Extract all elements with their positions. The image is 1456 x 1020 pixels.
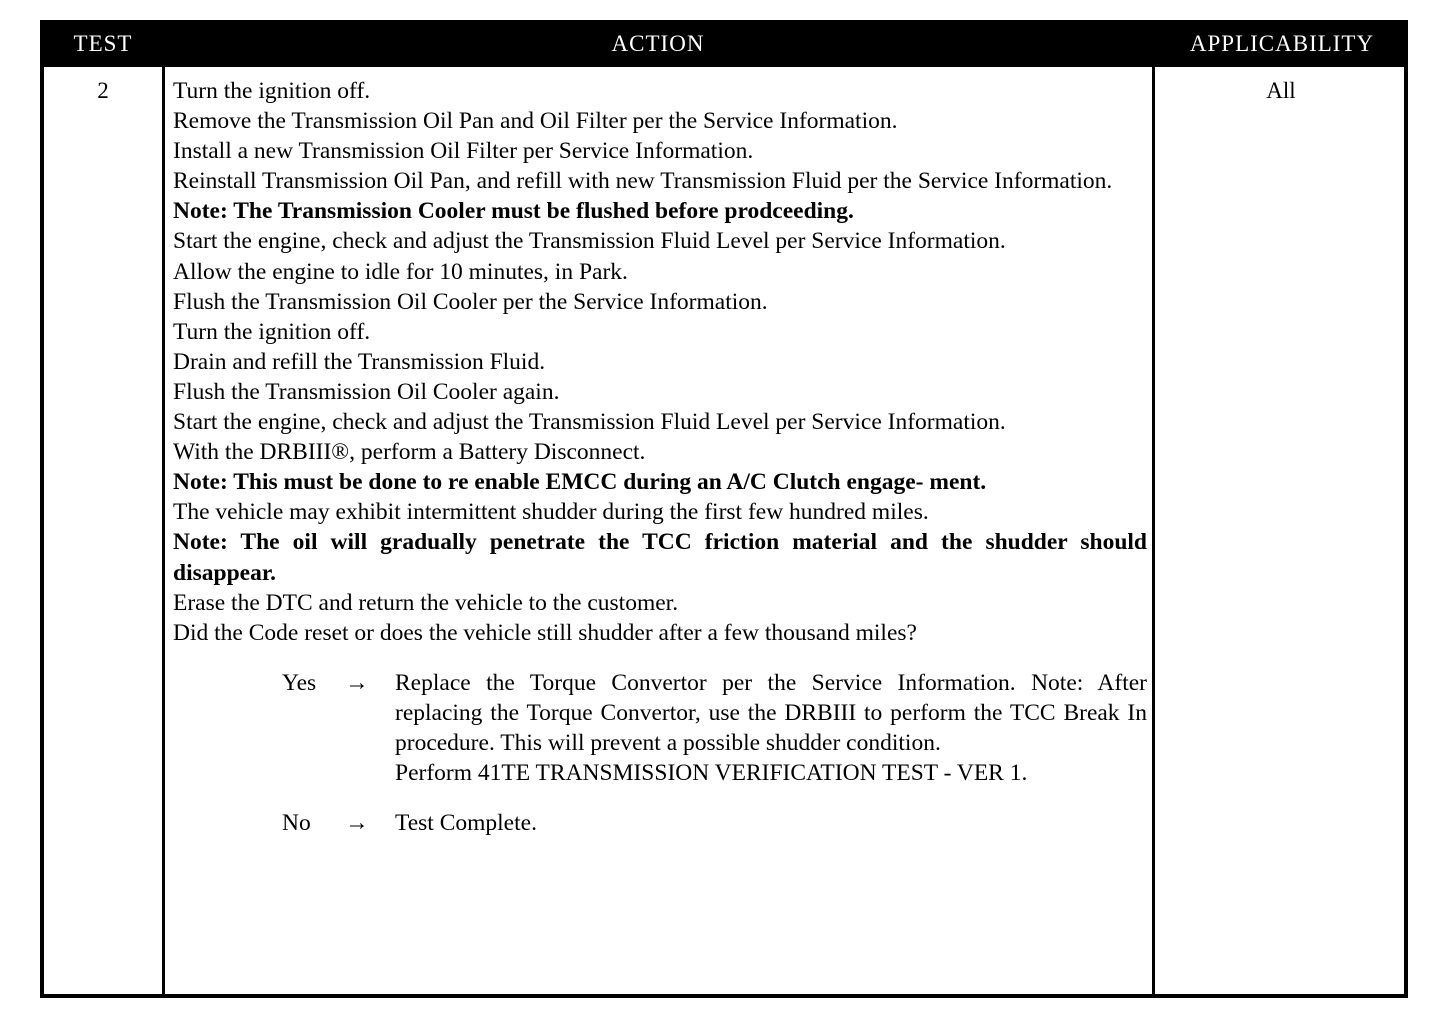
step: Reinstall Transmission Oil Pan, and refill with new Transmission Fluid per the Service Information. — [173, 168, 1113, 195]
note: Note: The Transmission Cooler must be flushed before prodceeding. — [173, 198, 854, 225]
applicability-value: All — [1266, 78, 1296, 103]
step: Allow the engine to idle for 10 minutes, in Park. — [173, 258, 628, 285]
note: Note: This must be done to re enable EMCC during an A/C Clutch engage- ment. — [173, 469, 987, 496]
step: With the DRBIII®, perform a Battery Disconnect. — [173, 439, 646, 466]
step: Start the engine, check and adjust the Transmission Fluid Level per Service Information. — [173, 228, 1006, 255]
column-divider-applicability — [1152, 64, 1155, 994]
outcome-no-label: No — [282, 810, 311, 837]
outcome-yes-text: Replace the Torque Convertor per the Service Information. Note: After replacing the Torque Convertor, use the DRBIII to perform the TCC Break In procedure. This will prevent a possible shudder condition. — [395, 669, 1147, 756]
step: Drain and refill the Transmission Fluid. — [173, 348, 546, 375]
step: Install a new Transmission Oil Filter per Service Information. — [173, 138, 754, 165]
header-test: TEST — [73, 31, 133, 56]
outcome-yes — [173, 668, 1147, 788]
header-applicability: APPLICABILITY — [1189, 31, 1375, 56]
step: Turn the ignition off. — [173, 318, 371, 345]
outcome-yes-text-2: Perform 41TE TRANSMISSION VERIFICATION TEST - VER 1. — [395, 760, 1028, 787]
outcome-no-text: Test Complete. — [395, 810, 537, 837]
arrow-right-icon: → — [345, 669, 369, 696]
step: Flush the Transmission Oil Cooler per the Service Information. — [173, 288, 768, 315]
test-number: 2 — [97, 78, 109, 103]
step: Remove the Transmission Oil Pan and Oil Filter per the Service Information. — [173, 108, 898, 135]
step: Start the engine, check and adjust the Transmission Fluid Level per Service Information. — [173, 409, 1006, 436]
action-cell — [173, 76, 1147, 838]
header-divider — [44, 64, 1404, 67]
note: Note: The oil will gradually penetrate the TCC friction material and the shudder should disappear. — [173, 529, 1147, 586]
outcome-no — [173, 808, 1147, 838]
question: Did the Code reset or does the vehicle still shudder after a few thousand miles? — [173, 619, 917, 646]
step: Flush the Transmission Oil Cooler again. — [173, 378, 560, 405]
header-action: ACTION — [611, 31, 705, 56]
step: Erase the DTC and return the vehicle to the customer. — [173, 589, 679, 616]
diagnostic-table — [40, 20, 1408, 998]
outcome-yes-label: Yes — [282, 669, 317, 696]
arrow-right-icon: → — [345, 810, 369, 837]
step: The vehicle may exhibit intermittent shudder during the first few hundred miles. — [173, 499, 929, 526]
column-divider-test — [162, 64, 165, 994]
step: Turn the ignition off. — [173, 78, 371, 104]
table-header — [44, 24, 1404, 64]
